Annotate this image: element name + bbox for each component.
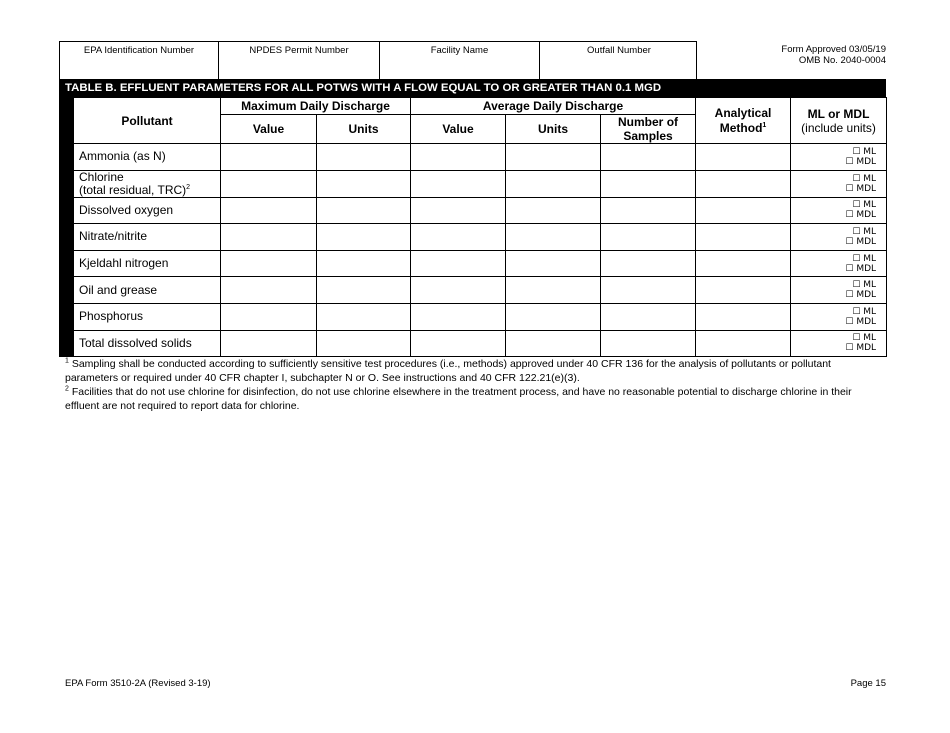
pollutant-name [74, 330, 221, 357]
samples-input[interactable] [601, 277, 696, 304]
ml-mdl-cell [791, 144, 887, 171]
footnote-2-text: Facilities that do not use chlorine for disinfection, do not use chlorine elsewhere in the treatment process, and have no reasonable potential to discharge chlorine in their effluent are not required to report data for chlorine. [65, 386, 852, 412]
footnote-1 [65, 357, 880, 385]
max-value-input[interactable] [221, 197, 317, 224]
pollutant-name [74, 197, 221, 224]
pollutant-line1: Dissolved oxygen [79, 202, 174, 217]
method-input[interactable] [696, 330, 791, 357]
ml-mdl-cell [791, 330, 887, 357]
samples-input[interactable] [601, 330, 696, 357]
footnote-2 [65, 385, 880, 413]
footnote-1-text: Sampling shall be conducted according to sufficiently sensitive test procedures (i.e., methods) approved under 40 CFR 136 for the analysis of pollutants or pollutant parameters or required under 40 CFR chapter I, subchapter N or O. See instructions and 40 CFR 122.21(e)(3). [65, 358, 831, 384]
mdl-checkbox[interactable]: ☐ MDL [845, 263, 877, 274]
method-input[interactable] [696, 250, 791, 277]
footnote-2-mark: 2 [65, 385, 69, 393]
mdl-checkbox[interactable]: ☐ MDL [845, 156, 877, 167]
pollutant-line1: Chlorine [79, 169, 124, 184]
mdl-checkbox[interactable]: ☐ MDL [845, 183, 877, 194]
ml-checkbox[interactable]: ☐ ML [852, 200, 877, 211]
max-units-input[interactable] [317, 277, 411, 304]
max-units-input[interactable] [317, 224, 411, 251]
ml-mdl-label: ML or MDL [807, 106, 870, 121]
table-row [74, 303, 887, 330]
max-value-input[interactable] [221, 250, 317, 277]
samples-input[interactable] [601, 144, 696, 171]
pollutant-header: Pollutant [74, 98, 221, 144]
avg-units-header: Units [506, 115, 601, 144]
max-units-input[interactable] [317, 330, 411, 357]
effluent-parameters-table [73, 97, 887, 357]
avg-value-input[interactable] [411, 303, 506, 330]
table-row [74, 330, 887, 357]
pollutant-line1: Oil and grease [79, 282, 158, 297]
samples-input[interactable] [601, 197, 696, 224]
avg-units-input[interactable] [506, 277, 601, 304]
ml-checkbox[interactable]: ☐ ML [852, 226, 877, 237]
avg-value-input[interactable] [411, 144, 506, 171]
table-row [74, 144, 887, 171]
analytical-method-label: Analytical Method [714, 105, 772, 135]
avg-value-input[interactable] [411, 277, 506, 304]
form-approved-date: Form Approved 03/05/19 [781, 44, 886, 55]
max-units-input[interactable] [317, 144, 411, 171]
samples-input[interactable] [601, 250, 696, 277]
avg-daily-discharge-header: Average Daily Discharge [411, 98, 696, 115]
ml-mdl-cell [791, 303, 887, 330]
avg-value-header: Value [411, 115, 506, 144]
facility-name-label: Facility Name [430, 45, 489, 56]
mdl-checkbox[interactable]: ☐ MDL [845, 316, 877, 327]
pollutant-line2: (total residual, TRC) [79, 182, 187, 197]
max-units-input[interactable] [317, 170, 411, 197]
footnote-1-mark: 1 [65, 357, 69, 365]
outfall-number-label: Outfall Number [587, 45, 651, 56]
avg-units-input[interactable] [506, 197, 601, 224]
max-units-input[interactable] [317, 197, 411, 224]
max-value-input[interactable] [221, 277, 317, 304]
mdl-checkbox[interactable]: ☐ MDL [845, 343, 877, 354]
max-value-input[interactable] [221, 303, 317, 330]
epa-id-field[interactable] [60, 42, 218, 80]
max-value-input[interactable] [221, 224, 317, 251]
page-number: Page 15 [850, 678, 886, 689]
pollutant-line1: Kjeldahl nitrogen [79, 256, 169, 271]
mdl-checkbox[interactable]: ☐ MDL [845, 210, 877, 221]
footnote-1-ref: 1 [762, 121, 767, 129]
samples-input[interactable] [601, 170, 696, 197]
samples-input[interactable] [601, 224, 696, 251]
max-units-input[interactable] [317, 250, 411, 277]
epa-id-label: EPA Identification Number [83, 45, 195, 56]
method-input[interactable] [696, 144, 791, 171]
avg-units-input[interactable] [506, 250, 601, 277]
ml-checkbox[interactable]: ☐ ML [852, 173, 877, 184]
ml-checkbox[interactable]: ☐ ML [852, 280, 877, 291]
avg-value-input[interactable] [411, 170, 506, 197]
max-value-header: Value [221, 115, 317, 144]
table-body [74, 144, 887, 357]
pollutant-name [74, 170, 221, 197]
pollutant-name [74, 303, 221, 330]
ml-checkbox[interactable]: ☐ ML [852, 253, 877, 264]
table-row [74, 224, 887, 251]
ml-mdl-cell [791, 224, 887, 251]
pollutant-line1: Phosphorus [79, 309, 144, 324]
max-value-input[interactable] [221, 144, 317, 171]
table-title: TABLE B. EFFLUENT PARAMETERS FOR ALL POTWS WITH A FLOW EQUAL TO OR GREATER THAN 0.1 MGD [59, 79, 886, 97]
ml-mdl-include-units: (include units) [801, 120, 876, 135]
footnote-2-ref: 2 [186, 183, 191, 191]
ml-mdl-cell [791, 170, 887, 197]
ml-checkbox[interactable]: ☐ ML [852, 146, 877, 157]
form-approved-block [781, 44, 886, 66]
ml-mdl-cell [791, 197, 887, 224]
max-daily-discharge-header: Maximum Daily Discharge [221, 98, 411, 115]
pollutant-name [74, 144, 221, 171]
avg-units-input[interactable] [506, 330, 601, 357]
avg-value-input[interactable] [411, 250, 506, 277]
mdl-checkbox[interactable]: ☐ MDL [845, 290, 877, 301]
omb-number: OMB No. 2040-0004 [798, 55, 886, 66]
method-input[interactable] [696, 224, 791, 251]
left-black-strip [59, 97, 73, 357]
samples-input[interactable] [601, 303, 696, 330]
method-input[interactable] [696, 197, 791, 224]
avg-units-input[interactable] [506, 144, 601, 171]
max-units-input[interactable] [317, 303, 411, 330]
header-identification-box [59, 41, 697, 79]
form-id-footer: EPA Form 3510-2A (Revised 3-19) [65, 678, 211, 689]
avg-units-input[interactable] [506, 170, 601, 197]
table-row [74, 170, 887, 197]
ml-checkbox[interactable]: ☐ ML [852, 306, 877, 317]
method-input[interactable] [696, 277, 791, 304]
ml-mdl-cell [791, 250, 887, 277]
pollutant-name [74, 277, 221, 304]
max-value-input[interactable] [221, 170, 317, 197]
avg-units-input[interactable] [506, 303, 601, 330]
max-units-header: Units [317, 115, 411, 144]
ml-mdl-header [791, 98, 887, 144]
ml-checkbox[interactable]: ☐ ML [852, 333, 877, 344]
table-row [74, 277, 887, 304]
method-input[interactable] [696, 303, 791, 330]
outfall-number-field[interactable] [539, 42, 698, 80]
max-value-input[interactable] [221, 330, 317, 357]
number-of-samples-header: Number of Samples [601, 115, 696, 144]
table-row [74, 197, 887, 224]
facility-name-field[interactable] [379, 42, 539, 80]
pollutant-name [74, 224, 221, 251]
pollutant-line1: Total dissolved solids [79, 335, 192, 350]
npdes-permit-label: NPDES Permit Number [249, 45, 349, 56]
ml-mdl-cell [791, 277, 887, 304]
npdes-permit-field[interactable] [218, 42, 379, 80]
analytical-method-header [696, 98, 791, 144]
avg-units-input[interactable] [506, 224, 601, 251]
avg-value-input[interactable] [411, 224, 506, 251]
mdl-checkbox[interactable]: ☐ MDL [845, 236, 877, 247]
avg-value-input[interactable] [411, 330, 506, 357]
pollutant-line1: Ammonia (as N) [79, 149, 166, 164]
table-row [74, 250, 887, 277]
pollutant-line1: Nitrate/nitrite [79, 229, 148, 244]
pollutant-name [74, 250, 221, 277]
avg-value-input[interactable] [411, 197, 506, 224]
method-input[interactable] [696, 170, 791, 197]
